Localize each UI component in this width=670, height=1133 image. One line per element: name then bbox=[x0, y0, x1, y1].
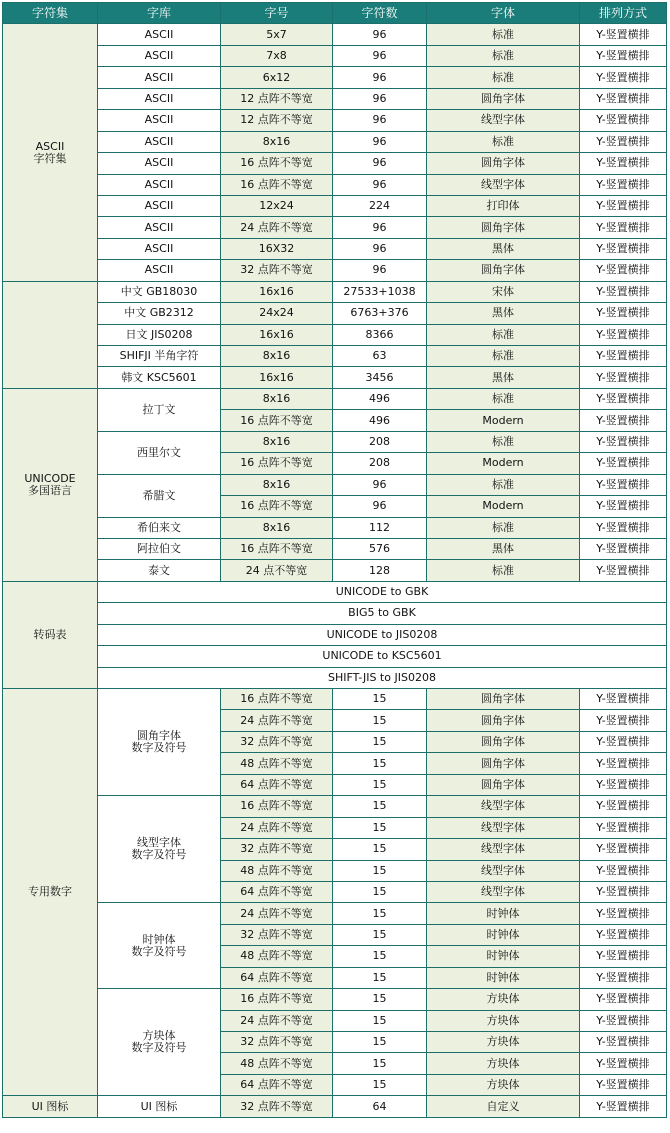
count-cell: 96 bbox=[333, 496, 427, 517]
count-cell: 96 bbox=[333, 110, 427, 131]
table-row bbox=[3, 517, 667, 538]
layout-cell: Y-竖置横排 bbox=[580, 260, 667, 281]
layout-cell: Y-竖置横排 bbox=[580, 367, 667, 388]
size-cell: 48 点阵不等宽 bbox=[221, 753, 333, 774]
count-cell: 6763+376 bbox=[333, 303, 427, 324]
count-cell: 15 bbox=[333, 774, 427, 795]
table-row bbox=[3, 67, 667, 88]
library-cell: ASCII bbox=[98, 131, 221, 152]
layout-cell: Y-竖置横排 bbox=[580, 238, 667, 259]
size-cell: 48 点阵不等宽 bbox=[221, 860, 333, 881]
font-cell: Modern bbox=[427, 453, 580, 474]
table-row bbox=[3, 560, 667, 581]
font-cell: 自定义 bbox=[427, 1096, 580, 1117]
header-font: 字体 bbox=[427, 3, 580, 24]
layout-cell: Y-竖置横排 bbox=[580, 324, 667, 345]
size-cell: 16 点阵不等宽 bbox=[221, 410, 333, 431]
size-cell: 16x16 bbox=[221, 367, 333, 388]
library-cell: 拉丁文 bbox=[98, 388, 221, 431]
transcode-cell: UNICODE to JIS0208 bbox=[98, 624, 667, 645]
size-cell: 5x7 bbox=[221, 24, 333, 45]
size-cell: 16 点阵不等宽 bbox=[221, 453, 333, 474]
font-cell: 标准 bbox=[427, 324, 580, 345]
size-cell: 16 点阵不等宽 bbox=[221, 153, 333, 174]
library-cell: 西里尔文 bbox=[98, 431, 221, 474]
group-ui: UI 图标 bbox=[3, 1096, 98, 1117]
library-cell: ASCII bbox=[98, 174, 221, 195]
table-row bbox=[3, 88, 667, 109]
count-cell: 208 bbox=[333, 453, 427, 474]
count-cell: 15 bbox=[333, 731, 427, 752]
count-cell: 15 bbox=[333, 1010, 427, 1031]
count-cell: 96 bbox=[333, 474, 427, 495]
library-cell: ASCII bbox=[98, 110, 221, 131]
layout-cell: Y-竖置横排 bbox=[580, 753, 667, 774]
font-cell: 标准 bbox=[427, 131, 580, 152]
size-cell: 32 点阵不等宽 bbox=[221, 1096, 333, 1117]
font-cell: 标准 bbox=[427, 388, 580, 409]
table-row bbox=[3, 303, 667, 324]
count-cell: 3456 bbox=[333, 367, 427, 388]
font-cell: 圆角字体 bbox=[427, 774, 580, 795]
font-cell: 圆角字体 bbox=[427, 217, 580, 238]
library-cell: 中文 GB18030 bbox=[98, 281, 221, 302]
table-row bbox=[3, 581, 667, 602]
size-cell: 7x8 bbox=[221, 45, 333, 66]
font-cell: Modern bbox=[427, 496, 580, 517]
library-cell: 希伯来文 bbox=[98, 517, 221, 538]
layout-cell: Y-竖置横排 bbox=[580, 88, 667, 109]
layout-cell: Y-竖置横排 bbox=[580, 946, 667, 967]
table-row bbox=[3, 110, 667, 131]
font-cell: 圆角字体 bbox=[427, 260, 580, 281]
size-cell: 24 点阵不等宽 bbox=[221, 817, 333, 838]
size-cell: 24 点阵不等宽 bbox=[221, 217, 333, 238]
count-cell: 15 bbox=[333, 881, 427, 902]
count-cell: 96 bbox=[333, 260, 427, 281]
layout-cell: Y-竖置横排 bbox=[580, 1096, 667, 1117]
font-cell: 标准 bbox=[427, 560, 580, 581]
layout-cell: Y-竖置横排 bbox=[580, 1010, 667, 1031]
count-cell: 496 bbox=[333, 388, 427, 409]
count-cell: 15 bbox=[333, 817, 427, 838]
digit-subgroup-clock: 时钟体 数字及符号 bbox=[98, 903, 221, 989]
size-cell: 8x16 bbox=[221, 517, 333, 538]
table-row bbox=[3, 646, 667, 667]
font-cell: 方块体 bbox=[427, 989, 580, 1010]
table-row bbox=[3, 431, 667, 452]
table-row bbox=[3, 538, 667, 559]
count-cell: 15 bbox=[333, 860, 427, 881]
layout-cell: Y-竖置横排 bbox=[580, 431, 667, 452]
count-cell: 15 bbox=[333, 903, 427, 924]
layout-cell: Y-竖置横排 bbox=[580, 774, 667, 795]
table-row bbox=[3, 367, 667, 388]
table-header bbox=[3, 3, 667, 24]
transcode-cell: UNICODE to KSC5601 bbox=[98, 646, 667, 667]
size-cell: 24 点阵不等宽 bbox=[221, 1010, 333, 1031]
group-digits: 专用数字 bbox=[3, 689, 98, 1096]
size-cell: 16 点阵不等宽 bbox=[221, 174, 333, 195]
table-row bbox=[3, 989, 667, 1010]
transcode-cell: BIG5 to GBK bbox=[98, 603, 667, 624]
count-cell: 96 bbox=[333, 45, 427, 66]
layout-cell: Y-竖置横排 bbox=[580, 731, 667, 752]
table-row bbox=[3, 1096, 667, 1117]
font-cell: 线型字体 bbox=[427, 860, 580, 881]
header-layout: 排列方式 bbox=[580, 3, 667, 24]
table-row bbox=[3, 45, 667, 66]
table-row bbox=[3, 174, 667, 195]
count-cell: 208 bbox=[333, 431, 427, 452]
count-cell: 96 bbox=[333, 24, 427, 45]
table-row bbox=[3, 238, 667, 259]
table-row bbox=[3, 667, 667, 688]
layout-cell: Y-竖置横排 bbox=[580, 967, 667, 988]
font-cell: 标准 bbox=[427, 431, 580, 452]
font-cell: 时钟体 bbox=[427, 903, 580, 924]
header-library: 字库 bbox=[98, 3, 221, 24]
font-cell: 标准 bbox=[427, 45, 580, 66]
layout-cell: Y-竖置横排 bbox=[580, 1053, 667, 1074]
table-row bbox=[3, 903, 667, 924]
layout-cell: Y-竖置横排 bbox=[580, 496, 667, 517]
layout-cell: Y-竖置横排 bbox=[580, 924, 667, 945]
layout-cell: Y-竖置横排 bbox=[580, 45, 667, 66]
size-cell: 8x16 bbox=[221, 474, 333, 495]
size-cell: 16 点阵不等宽 bbox=[221, 496, 333, 517]
size-cell: 24 点阵不等宽 bbox=[221, 710, 333, 731]
size-cell: 64 点阵不等宽 bbox=[221, 967, 333, 988]
font-cell: 线型字体 bbox=[427, 174, 580, 195]
font-cell: 标准 bbox=[427, 67, 580, 88]
count-cell: 96 bbox=[333, 131, 427, 152]
count-cell: 15 bbox=[333, 924, 427, 945]
layout-cell: Y-竖置横排 bbox=[580, 195, 667, 216]
font-library-table bbox=[2, 2, 667, 1118]
layout-cell: Y-竖置横排 bbox=[580, 153, 667, 174]
font-cell: 黑体 bbox=[427, 238, 580, 259]
font-cell: 线型字体 bbox=[427, 110, 580, 131]
table-row bbox=[3, 281, 667, 302]
header-size: 字号 bbox=[221, 3, 333, 24]
count-cell: 64 bbox=[333, 1096, 427, 1117]
table-body bbox=[3, 24, 667, 1117]
size-cell: 32 点阵不等宽 bbox=[221, 260, 333, 281]
count-cell: 576 bbox=[333, 538, 427, 559]
size-cell: 32 点阵不等宽 bbox=[221, 839, 333, 860]
size-cell: 32 点阵不等宽 bbox=[221, 731, 333, 752]
header-charset: 字符集 bbox=[3, 3, 98, 24]
table-row bbox=[3, 474, 667, 495]
layout-cell: Y-竖置横排 bbox=[580, 1074, 667, 1095]
font-cell: 时钟体 bbox=[427, 967, 580, 988]
library-cell: ASCII bbox=[98, 195, 221, 216]
layout-cell: Y-竖置横排 bbox=[580, 903, 667, 924]
table-row bbox=[3, 24, 667, 45]
size-cell: 8x16 bbox=[221, 431, 333, 452]
size-cell: 6x12 bbox=[221, 67, 333, 88]
library-cell: ASCII bbox=[98, 67, 221, 88]
layout-cell: Y-竖置横排 bbox=[580, 67, 667, 88]
library-cell: ASCII bbox=[98, 45, 221, 66]
count-cell: 27533+1038 bbox=[333, 281, 427, 302]
font-cell: 标准 bbox=[427, 474, 580, 495]
layout-cell: Y-竖置横排 bbox=[580, 989, 667, 1010]
font-cell: 线型字体 bbox=[427, 881, 580, 902]
font-cell: 线型字体 bbox=[427, 839, 580, 860]
count-cell: 15 bbox=[333, 946, 427, 967]
font-cell: 宋体 bbox=[427, 281, 580, 302]
library-cell: ASCII bbox=[98, 260, 221, 281]
table-row bbox=[3, 217, 667, 238]
layout-cell: Y-竖置横排 bbox=[580, 560, 667, 581]
size-cell: 16 点阵不等宽 bbox=[221, 989, 333, 1010]
layout-cell: Y-竖置横排 bbox=[580, 217, 667, 238]
layout-cell: Y-竖置横排 bbox=[580, 453, 667, 474]
count-cell: 15 bbox=[333, 710, 427, 731]
library-cell: ASCII bbox=[98, 24, 221, 45]
count-cell: 15 bbox=[333, 989, 427, 1010]
library-cell: ASCII bbox=[98, 217, 221, 238]
font-cell: 方块体 bbox=[427, 1053, 580, 1074]
count-cell: 96 bbox=[333, 153, 427, 174]
table-row bbox=[3, 689, 667, 710]
library-cell: ASCII bbox=[98, 88, 221, 109]
size-cell: 16 点阵不等宽 bbox=[221, 538, 333, 559]
transcode-cell: UNICODE to GBK bbox=[98, 581, 667, 602]
layout-cell: Y-竖置横排 bbox=[580, 346, 667, 367]
layout-cell: Y-竖置横排 bbox=[580, 881, 667, 902]
library-cell: 泰文 bbox=[98, 560, 221, 581]
layout-cell: Y-竖置横排 bbox=[580, 131, 667, 152]
transcode-cell: SHIFT-JIS to JIS0208 bbox=[98, 667, 667, 688]
count-cell: 15 bbox=[333, 1074, 427, 1095]
count-cell: 15 bbox=[333, 689, 427, 710]
size-cell: 24 点阵不等宽 bbox=[221, 903, 333, 924]
font-cell: 时钟体 bbox=[427, 946, 580, 967]
table-row bbox=[3, 153, 667, 174]
font-cell: 标准 bbox=[427, 346, 580, 367]
library-cell: 希腊文 bbox=[98, 474, 221, 517]
size-cell: 8x16 bbox=[221, 131, 333, 152]
layout-cell: Y-竖置横排 bbox=[580, 860, 667, 881]
font-cell: 黑体 bbox=[427, 303, 580, 324]
size-cell: 12 点阵不等宽 bbox=[221, 110, 333, 131]
font-cell: 打印体 bbox=[427, 195, 580, 216]
layout-cell: Y-竖置横排 bbox=[580, 410, 667, 431]
layout-cell: Y-竖置横排 bbox=[580, 281, 667, 302]
size-cell: 12 点阵不等宽 bbox=[221, 88, 333, 109]
font-cell: 标准 bbox=[427, 24, 580, 45]
header-count: 字符数 bbox=[333, 3, 427, 24]
group-cjk bbox=[3, 281, 98, 388]
count-cell: 112 bbox=[333, 517, 427, 538]
table-row bbox=[3, 624, 667, 645]
table-row bbox=[3, 796, 667, 817]
table-row bbox=[3, 260, 667, 281]
count-cell: 15 bbox=[333, 1053, 427, 1074]
size-cell: 64 点阵不等宽 bbox=[221, 881, 333, 902]
size-cell: 16 点阵不等宽 bbox=[221, 689, 333, 710]
count-cell: 63 bbox=[333, 346, 427, 367]
font-cell: 黑体 bbox=[427, 367, 580, 388]
layout-cell: Y-竖置横排 bbox=[580, 110, 667, 131]
size-cell: 16x16 bbox=[221, 324, 333, 345]
count-cell: 8366 bbox=[333, 324, 427, 345]
size-cell: 8x16 bbox=[221, 388, 333, 409]
count-cell: 224 bbox=[333, 195, 427, 216]
size-cell: 64 点阵不等宽 bbox=[221, 1074, 333, 1095]
library-cell: UI 图标 bbox=[98, 1096, 221, 1117]
count-cell: 15 bbox=[333, 839, 427, 860]
library-cell: 韩文 KSC5601 bbox=[98, 367, 221, 388]
layout-cell: Y-竖置横排 bbox=[580, 474, 667, 495]
layout-cell: Y-竖置横排 bbox=[580, 303, 667, 324]
layout-cell: Y-竖置横排 bbox=[580, 174, 667, 195]
font-cell: 方块体 bbox=[427, 1074, 580, 1095]
library-cell: ASCII bbox=[98, 153, 221, 174]
table-row bbox=[3, 324, 667, 345]
font-cell: 圆角字体 bbox=[427, 153, 580, 174]
size-cell: 12x24 bbox=[221, 195, 333, 216]
layout-cell: Y-竖置横排 bbox=[580, 538, 667, 559]
table-row bbox=[3, 346, 667, 367]
library-cell: ASCII bbox=[98, 238, 221, 259]
size-cell: 64 点阵不等宽 bbox=[221, 774, 333, 795]
digit-subgroup-line: 线型字体 数字及符号 bbox=[98, 796, 221, 903]
layout-cell: Y-竖置横排 bbox=[580, 24, 667, 45]
library-cell: 中文 GB2312 bbox=[98, 303, 221, 324]
font-cell: Modern bbox=[427, 410, 580, 431]
count-cell: 96 bbox=[333, 174, 427, 195]
font-cell: 圆角字体 bbox=[427, 710, 580, 731]
library-cell: SHIFJI 半角字符 bbox=[98, 346, 221, 367]
count-cell: 15 bbox=[333, 796, 427, 817]
layout-cell: Y-竖置横排 bbox=[580, 839, 667, 860]
count-cell: 15 bbox=[333, 753, 427, 774]
count-cell: 15 bbox=[333, 1032, 427, 1053]
font-cell: 圆角字体 bbox=[427, 753, 580, 774]
count-cell: 96 bbox=[333, 88, 427, 109]
font-cell: 时钟体 bbox=[427, 924, 580, 945]
size-cell: 16x16 bbox=[221, 281, 333, 302]
font-cell: 黑体 bbox=[427, 538, 580, 559]
font-cell: 标准 bbox=[427, 517, 580, 538]
count-cell: 96 bbox=[333, 67, 427, 88]
layout-cell: Y-竖置横排 bbox=[580, 1032, 667, 1053]
font-cell: 方块体 bbox=[427, 1010, 580, 1031]
library-cell: 日文 JIS0208 bbox=[98, 324, 221, 345]
font-cell: 线型字体 bbox=[427, 796, 580, 817]
table-row bbox=[3, 131, 667, 152]
layout-cell: Y-竖置横排 bbox=[580, 388, 667, 409]
size-cell: 16X32 bbox=[221, 238, 333, 259]
count-cell: 15 bbox=[333, 967, 427, 988]
size-cell: 8x16 bbox=[221, 346, 333, 367]
layout-cell: Y-竖置横排 bbox=[580, 517, 667, 538]
size-cell: 32 点阵不等宽 bbox=[221, 924, 333, 945]
size-cell: 48 点阵不等宽 bbox=[221, 1053, 333, 1074]
size-cell: 16 点阵不等宽 bbox=[221, 796, 333, 817]
count-cell: 96 bbox=[333, 238, 427, 259]
size-cell: 24 点不等宽 bbox=[221, 560, 333, 581]
count-cell: 496 bbox=[333, 410, 427, 431]
font-cell: 圆角字体 bbox=[427, 689, 580, 710]
group-ascii: ASCII 字符集 bbox=[3, 24, 98, 281]
table-row bbox=[3, 388, 667, 409]
digit-subgroup-square: 方块体 数字及符号 bbox=[98, 989, 221, 1096]
size-cell: 48 点阵不等宽 bbox=[221, 946, 333, 967]
size-cell: 24x24 bbox=[221, 303, 333, 324]
group-transcode: 转码表 bbox=[3, 581, 98, 688]
layout-cell: Y-竖置横排 bbox=[580, 817, 667, 838]
library-cell: 阿拉伯文 bbox=[98, 538, 221, 559]
group-unicode: UNICODE 多国语言 bbox=[3, 388, 98, 581]
count-cell: 96 bbox=[333, 217, 427, 238]
digit-subgroup-round: 圆角字体 数字及符号 bbox=[98, 689, 221, 796]
layout-cell: Y-竖置横排 bbox=[580, 796, 667, 817]
font-cell: 圆角字体 bbox=[427, 731, 580, 752]
font-cell: 方块体 bbox=[427, 1032, 580, 1053]
layout-cell: Y-竖置横排 bbox=[580, 689, 667, 710]
table-row bbox=[3, 195, 667, 216]
size-cell: 32 点阵不等宽 bbox=[221, 1032, 333, 1053]
layout-cell: Y-竖置横排 bbox=[580, 710, 667, 731]
font-cell: 线型字体 bbox=[427, 817, 580, 838]
font-cell: 圆角字体 bbox=[427, 88, 580, 109]
header-row bbox=[3, 3, 667, 24]
count-cell: 128 bbox=[333, 560, 427, 581]
table-row bbox=[3, 603, 667, 624]
